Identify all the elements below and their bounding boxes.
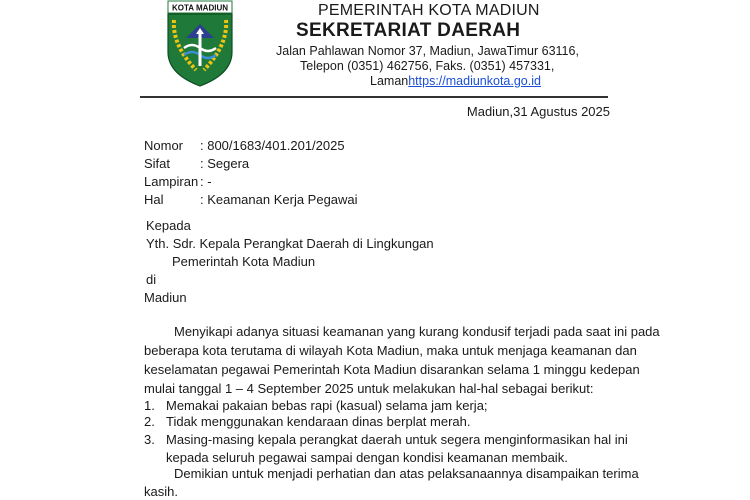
closing-line: Demikian untuk menjadi perhatian dan atas pelaksanaannya disampaikan terima bbox=[174, 466, 639, 481]
website-line bbox=[370, 74, 541, 88]
meta-label: Nomor bbox=[144, 138, 184, 153]
svg-text:KOTA MADIUN: KOTA MADIUN bbox=[172, 3, 228, 13]
list-item: Tidak menggunakan kendaraan dinas berplat merah. bbox=[166, 414, 471, 429]
closing-line: kasih. bbox=[144, 484, 178, 499]
meta-value: : Segera bbox=[200, 156, 250, 171]
recipient-line-1: Yth. Sdr. Kepala Perangkat Daerah di Lingkungan bbox=[146, 236, 434, 251]
address-line-2: Telepon (0351) 462756, Faks. (0351) 457331, bbox=[300, 59, 555, 73]
list-number: 2. bbox=[144, 414, 155, 429]
body-line: beberapa kota terutama di wilayah Kota Madiun, maka untuk menjaga keamanan dan bbox=[144, 343, 637, 358]
government-name: PEMERINTAH KOTA MADIUN bbox=[318, 2, 540, 19]
recipient-line-2: Pemerintah Kota Madiun bbox=[172, 254, 316, 269]
list-item: Memakai pakaian bebas rapi (kasual) selama jam kerja; bbox=[166, 398, 488, 413]
address-line-1: Jalan Pahlawan Nomor 37, Madiun, JawaTimur 63116, bbox=[276, 44, 579, 58]
meta-label: Lampiran bbox=[144, 174, 199, 189]
body-line: keselamatan pegawai Pemerintah Kota Madiun disarankan selama 1 minggu kedepan bbox=[144, 362, 640, 377]
list-item: Masing-masing kepala perangkat daerah untuk segera menginformasikan hal ini bbox=[166, 432, 628, 447]
meta-value: : - bbox=[200, 174, 212, 189]
letterhead-divider bbox=[140, 96, 608, 98]
meta-label: Sifat bbox=[144, 156, 171, 171]
office-name: SEKRETARIAT DAERAH bbox=[296, 20, 521, 41]
body-line: Menyikapi adanya situasi keamanan yang kurang kondusif terjadi pada saat ini pada bbox=[174, 324, 660, 339]
recipient-kepada: Kepada bbox=[146, 218, 191, 233]
recipient-di: di bbox=[146, 272, 157, 287]
meta-value: : Keamanan Kerja Pegawai bbox=[200, 192, 358, 207]
list-number: 3. bbox=[144, 432, 155, 447]
website-label: Laman bbox=[370, 74, 409, 88]
recipient-city: Madiun bbox=[144, 290, 187, 305]
place-date: Madiun,31 Agustus 2025 bbox=[466, 104, 610, 119]
list-number: 1. bbox=[144, 398, 155, 413]
list-item-continuation: kepada seluruh pegawai sampai dengan kondisi keamanan membaik. bbox=[166, 450, 568, 465]
kota-madiun-emblem bbox=[160, 0, 240, 88]
meta-value: : 800/1683/401.201/2025 bbox=[200, 138, 345, 153]
meta-label: Hal bbox=[144, 192, 164, 207]
body-line: mulai tanggal 1 – 4 September 2025 untuk melakukan hal-hal sebagai berikut: bbox=[144, 381, 594, 396]
website-link[interactable]: https://madiunkota.go.id bbox=[408, 74, 541, 88]
